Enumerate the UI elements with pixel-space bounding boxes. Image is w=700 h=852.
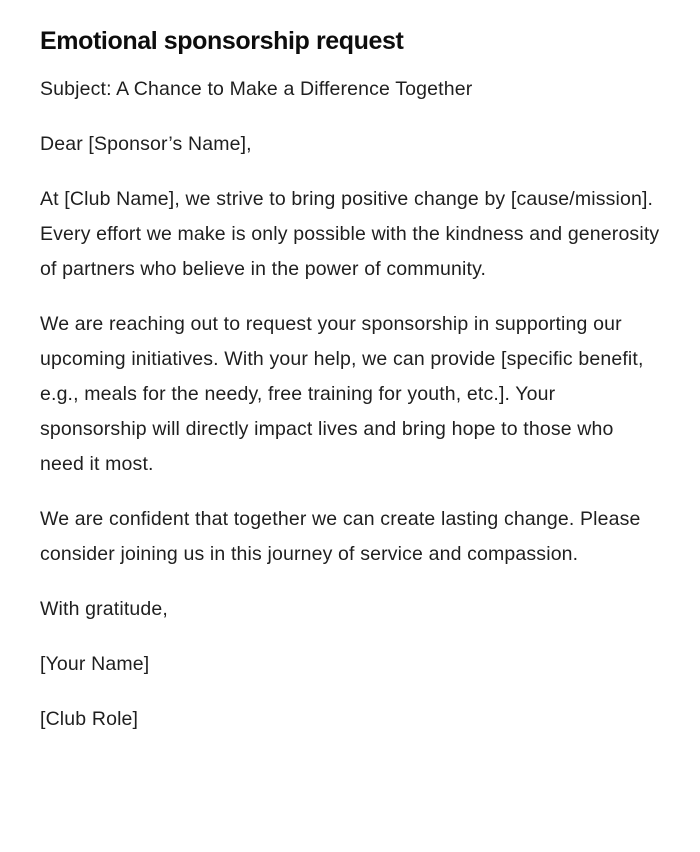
closing-salutation: With gratitude, <box>40 598 168 620</box>
body-paragraph-request: We are reaching out to request your sponsorship in supporting our upcoming initiatives. With your help, we can provide [specific benefit, e.g., meals for the needy, free training for youth, etc.]. Your sponsorship will directly impact lives and bring hope to those who need it most. <box>40 313 644 475</box>
subject-line: Subject: A Chance to Make a Difference Together <box>40 78 473 100</box>
body-paragraph-closing-appeal: We are confident that together we can create lasting change. Please consider joining us in this journey of service and compassion. <box>40 508 641 565</box>
body-paragraph-intro: At [Club Name], we strive to bring positive change by [cause/mission]. Every effort we make is only possible with the kindness and generosity of partners who believe in the power of community. <box>40 188 660 280</box>
document-title: Emotional sponsorship request <box>40 27 404 55</box>
signature-name: [Your Name] <box>40 653 150 675</box>
greeting: Dear [Sponsor’s Name], <box>40 133 252 155</box>
signature-role: [Club Role] <box>40 708 139 730</box>
